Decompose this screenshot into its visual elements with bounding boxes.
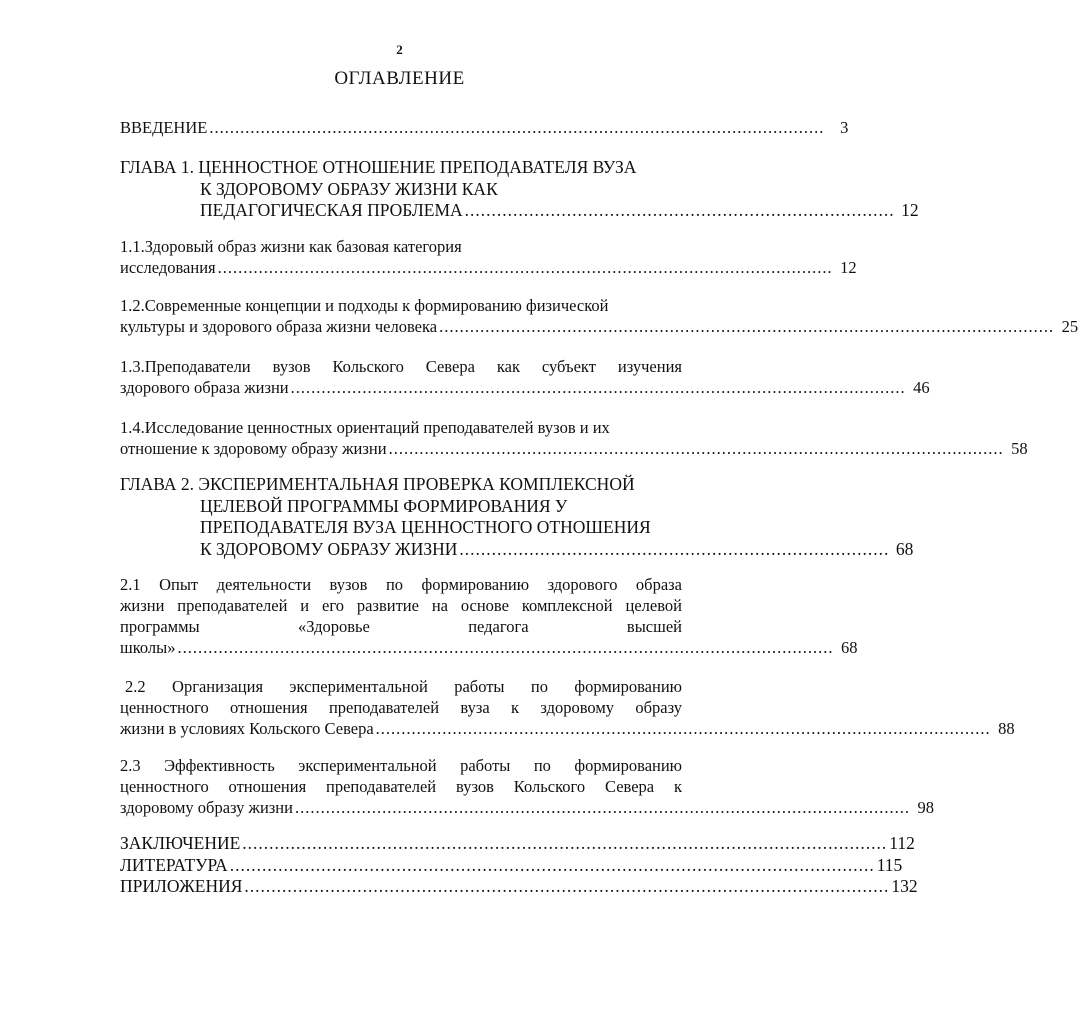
toc-entry-text: ЛИТЕРАТУРА [120, 854, 228, 875]
chapter-heading-line: ГЛАВА 2. ЭКСПЕРИМЕНТАЛЬНАЯ ПРОВЕРКА КОМПЛЕКСНОЙ [120, 474, 635, 494]
toc-entry-text: жизни преподавателей и его развитие на основе комплексной целевой [120, 596, 682, 615]
toc-page-number: 12 [840, 258, 857, 277]
toc-page-number: 25 [1061, 317, 1078, 336]
toc-entry-text: исследования [120, 258, 216, 277]
toc-page-number: 3 [840, 118, 849, 137]
toc-entry-text: ценностного отношения преподавателей вузов Кольского Севера к [120, 777, 682, 796]
dot-leader: ........................................................................................................................ [290, 378, 906, 397]
toc-entry-section-1-2 [120, 295, 1078, 337]
toc-entry-text: отношение к здоровому образу жизни [120, 439, 387, 458]
toc-entry-chapter-2 [120, 474, 914, 560]
toc-page-number: 68 [895, 538, 914, 559]
dot-leader: ........................................................................................................................ [242, 833, 888, 853]
toc-entry-back-matter [120, 833, 918, 898]
toc-entry-text: 2.2 Организация экспериментальной работы по формированию [125, 677, 682, 696]
toc-entry-text: ценностного отношения преподавателей вуза к здоровому образу [120, 698, 682, 717]
chapter-heading-line: ЦЕЛЕВОЙ ПРОГРАММЫ ФОРМИРОВАНИЯ У [200, 495, 568, 516]
toc-entry-text: ЗАКЛЮЧЕНИЕ [120, 833, 241, 853]
dot-leader: ................................................................................ [459, 538, 890, 559]
toc-page-number: 132 [891, 876, 918, 896]
chapter-heading-line: ПЕДАГОГИЧЕСКАЯ ПРОБЛЕМА [200, 200, 463, 220]
toc-entry-text: программы «Здоровье педагога высшей [120, 617, 682, 636]
dot-leader: ........................................................................................................................ [217, 258, 833, 277]
toc-entry-conclusion [120, 833, 915, 855]
dot-leader: ........................................................................................................................ [388, 439, 1004, 458]
toc-page-number: 68 [841, 638, 858, 657]
toc-entry-text: 2.3 Эффективность экспериментальной работы по формированию [120, 756, 682, 775]
toc-entry-chapter-1 [120, 157, 919, 222]
chapter-heading-line: К ЗДОРОВОМУ ОБРАЗУ ЖИЗНИ КАК [200, 178, 498, 199]
toc-entry-section-1-3 [120, 356, 930, 398]
toc-entry-text: школы» [120, 638, 176, 657]
toc-page-number: 112 [889, 833, 915, 853]
chapter-heading-line: К ЗДОРОВОМУ ОБРАЗУ ЖИЗНИ [200, 538, 458, 559]
dot-leader: ................................................................................................................................ [177, 638, 834, 657]
toc-entry-text: культуры и здорового образа жизни человека [120, 317, 438, 336]
toc-entry-text: 1.4.Исследование ценностных ориентаций преподавателей вузов и их [120, 418, 610, 437]
toc-entry-text: 1.2.Современные концепции и подходы к формированию физической [120, 296, 609, 315]
toc-page-number: 58 [1011, 439, 1028, 458]
toc-page-number: 46 [913, 378, 930, 397]
toc-entry-text: 2.1 Опыт деятельности вузов по формированию здорового образа [120, 575, 682, 594]
chapter-heading-line: ГЛАВА 1. ЦЕННОСТНОЕ ОТНОШЕНИЕ ПРЕПОДАВАТЕЛЯ ВУЗА [120, 157, 637, 177]
toc-page-number: 98 [917, 798, 934, 817]
dot-leader: ................................................................................ [464, 200, 895, 220]
toc-entry-introduction [120, 117, 849, 138]
toc-entry-section-1-1 [120, 236, 857, 278]
toc-page-number: 88 [998, 719, 1015, 738]
dot-leader: ........................................................................................................................ [439, 317, 1055, 336]
toc-page-number: 115 [876, 854, 903, 875]
page-number: 2 [396, 42, 403, 57]
toc-entry-appendices [120, 876, 918, 898]
toc-entry-text: 1.1.Здоровый образ жизни как базовая категория [120, 237, 462, 256]
toc-entry-text: ПРИЛОЖЕНИЯ [120, 876, 243, 896]
dot-leader: ........................................................................................................................ [244, 876, 890, 896]
toc-entry-text: здоровому образу жизни [120, 798, 293, 817]
toc-entry-section-2-1 [120, 574, 858, 658]
toc-entry-text: жизни в условиях Кольского Севера [120, 719, 374, 738]
toc-entry-text: ВВЕДЕНИЕ [120, 118, 208, 137]
dot-leader: ........................................................................................................................ [375, 719, 991, 738]
toc-entry-text: здорового образа жизни [120, 378, 289, 397]
toc-page-number: 12 [901, 200, 919, 220]
dot-leader: ........................................................................................................................ [209, 118, 825, 137]
dot-leader: ........................................................................................................................ [229, 854, 875, 875]
toc-entry-section-2-3 [120, 755, 934, 818]
page-title: ОГЛАВЛЕНИЕ [334, 68, 465, 89]
dot-leader: ........................................................................................................................ [294, 798, 910, 817]
toc-entry-literature [120, 854, 903, 877]
toc-entry-section-2-2 [120, 676, 1015, 739]
toc-entry-text: 1.3.Преподаватели вузов Кольского Севера как субъект изучения [120, 357, 682, 376]
toc-entry-section-1-4 [120, 417, 1028, 459]
chapter-heading-line: ПРЕПОДАВАТЕЛЯ ВУЗА ЦЕННОСТНОГО ОТНОШЕНИЯ [200, 517, 651, 537]
